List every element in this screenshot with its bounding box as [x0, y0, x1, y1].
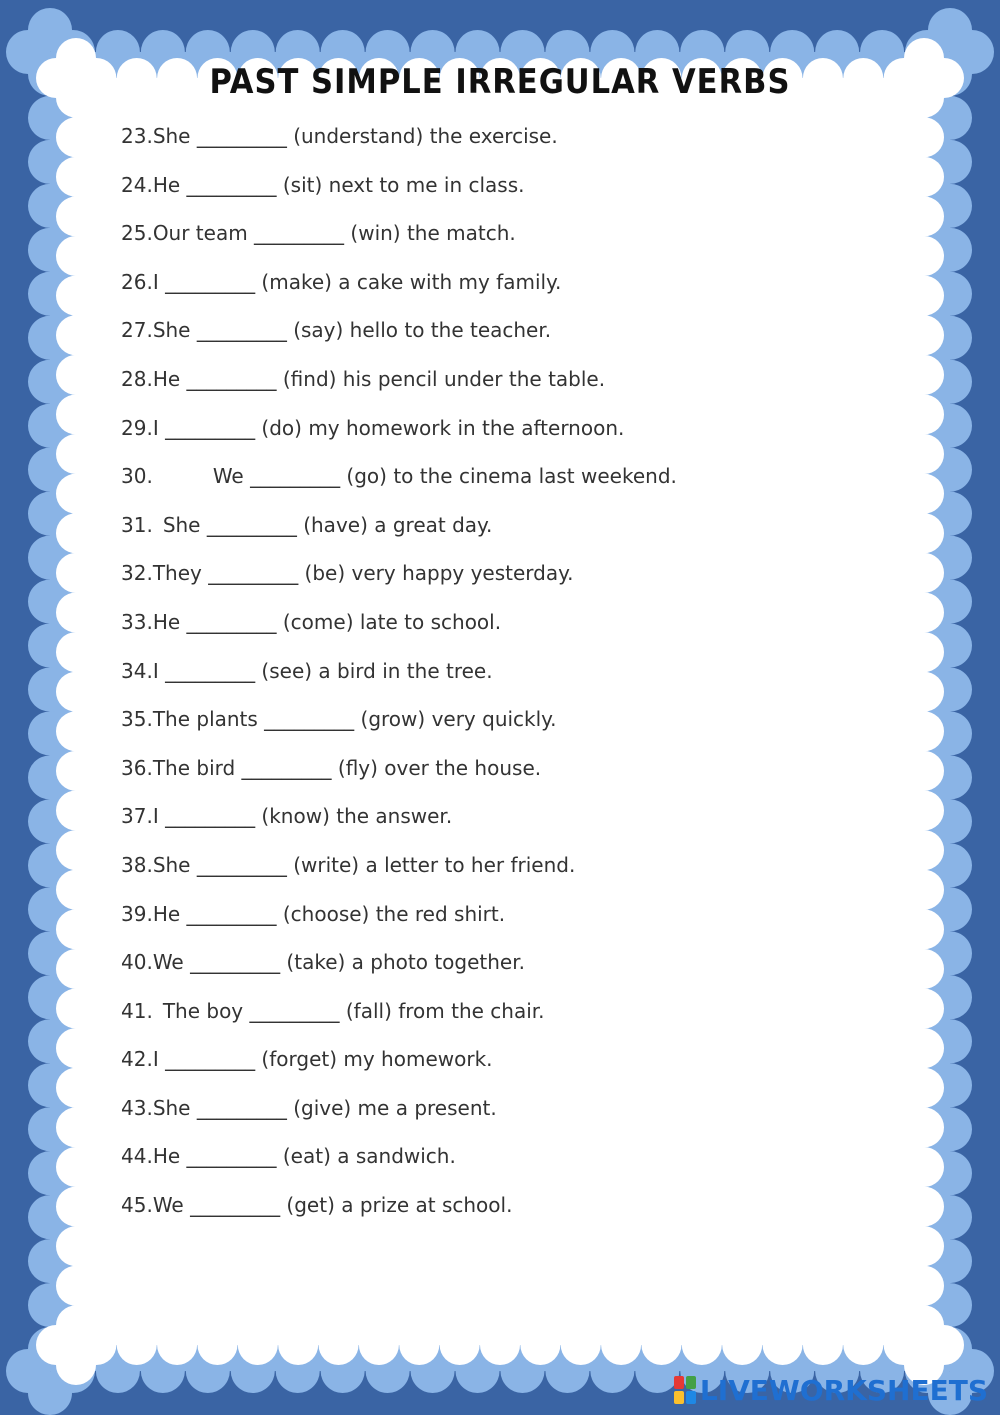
exercise-sentence: The bird _________ (fly) over the house. — [152, 755, 542, 780]
exercise-number: 38. — [121, 852, 153, 877]
exercise-number: 36. — [121, 755, 153, 780]
exercise-number: 34. — [121, 658, 153, 683]
exercise-item — [121, 217, 881, 266]
exercise-number: 39. — [121, 901, 153, 926]
exercise-number: 24. — [121, 172, 153, 197]
exercise-number: 41. — [121, 998, 153, 1023]
exercise-item — [121, 460, 881, 509]
exercise-sentence: She _________ (say) hello to the teacher. — [152, 318, 552, 343]
worksheet-title: PAST SIMPLE IRREGULAR VERBS — [209, 62, 791, 102]
exercise-sentence: The boy _________ (fall) from the chair. — [162, 998, 545, 1023]
exercise-item — [121, 1092, 881, 1141]
exercise-item — [121, 606, 881, 655]
exercise-sentence: He _________ (sit) next to me in class. — [152, 172, 525, 197]
exercise-item — [121, 946, 881, 995]
exercise-item — [121, 655, 881, 704]
exercise-sentence: He _________ (come) late to school. — [152, 609, 502, 634]
exercise-number: 27. — [121, 318, 153, 343]
exercise-item — [121, 800, 881, 849]
exercise-item — [121, 509, 881, 558]
exercise-list — [121, 120, 881, 1238]
exercise-number: 40. — [121, 950, 153, 975]
exercise-sentence: I _________ (do) my homework in the afternoon. — [152, 415, 625, 440]
exercise-number: 44. — [121, 1144, 153, 1169]
exercise-number: 37. — [121, 804, 153, 829]
exercise-number: 26. — [121, 269, 153, 294]
exercise-number: 43. — [121, 1095, 153, 1120]
exercise-item — [121, 849, 881, 898]
logo-icon — [674, 1376, 696, 1404]
exercise-sentence: We _________ (take) a photo together. — [152, 950, 525, 975]
liveworksheets-logo — [674, 1373, 988, 1407]
logo-text: LIVEWORKSHEETS — [699, 1373, 988, 1407]
exercise-item — [121, 752, 881, 801]
exercise-sentence: He _________ (choose) the red shirt. — [152, 901, 506, 926]
exercise-item — [121, 412, 881, 461]
exercise-item — [121, 120, 881, 169]
exercise-item — [121, 1043, 881, 1092]
exercise-number: 33. — [121, 609, 153, 634]
exercise-number: 35. — [121, 707, 153, 732]
exercise-sentence: She _________ (give) me a present. — [152, 1095, 497, 1120]
exercise-sentence: They _________ (be) very happy yesterday. — [152, 561, 574, 586]
exercise-item — [121, 995, 881, 1044]
exercise-item — [121, 898, 881, 947]
exercise-sentence: I _________ (forget) my homework. — [152, 1047, 493, 1072]
exercise-item — [121, 703, 881, 752]
exercise-sentence: We _________ (get) a prize at school. — [152, 1193, 513, 1218]
exercise-sentence: She _________ (understand) the exercise. — [152, 124, 558, 148]
exercise-number: 28. — [121, 366, 153, 391]
exercise-number: 32. — [121, 561, 153, 586]
exercise-sentence: The plants _________ (grow) very quickly. — [152, 707, 557, 732]
exercise-number: 29. — [121, 415, 153, 440]
exercise-number: 45. — [121, 1193, 153, 1218]
exercise-number: 31. — [121, 512, 153, 537]
exercise-number: 23. — [121, 124, 153, 148]
exercise-sentence: I _________ (know) the answer. — [152, 804, 453, 829]
exercise-item — [121, 169, 881, 218]
exercise-item — [121, 1189, 881, 1238]
exercise-item — [121, 363, 881, 412]
exercise-item — [121, 1140, 881, 1189]
exercise-number: 42. — [121, 1047, 153, 1072]
exercise-sentence: I _________ (make) a cake with my family. — [152, 269, 562, 294]
exercise-number: 25. — [121, 221, 153, 246]
exercise-sentence: Our team _________ (win) the match. — [152, 221, 516, 246]
exercise-item — [121, 266, 881, 315]
exercise-sentence: She _________ (write) a letter to her friend. — [152, 852, 576, 877]
exercise-sentence: We _________ (go) to the cinema last weekend. — [212, 464, 677, 489]
exercise-sentence: He _________ (eat) a sandwich. — [152, 1144, 456, 1169]
exercise-sentence: She _________ (have) a great day. — [162, 512, 493, 537]
exercise-sentence: I _________ (see) a bird in the tree. — [152, 658, 493, 683]
exercise-item — [121, 557, 881, 606]
exercise-number: 30. — [121, 464, 153, 489]
exercise-item — [121, 314, 881, 363]
exercise-sentence: He _________ (find) his pencil under the table. — [152, 366, 606, 391]
